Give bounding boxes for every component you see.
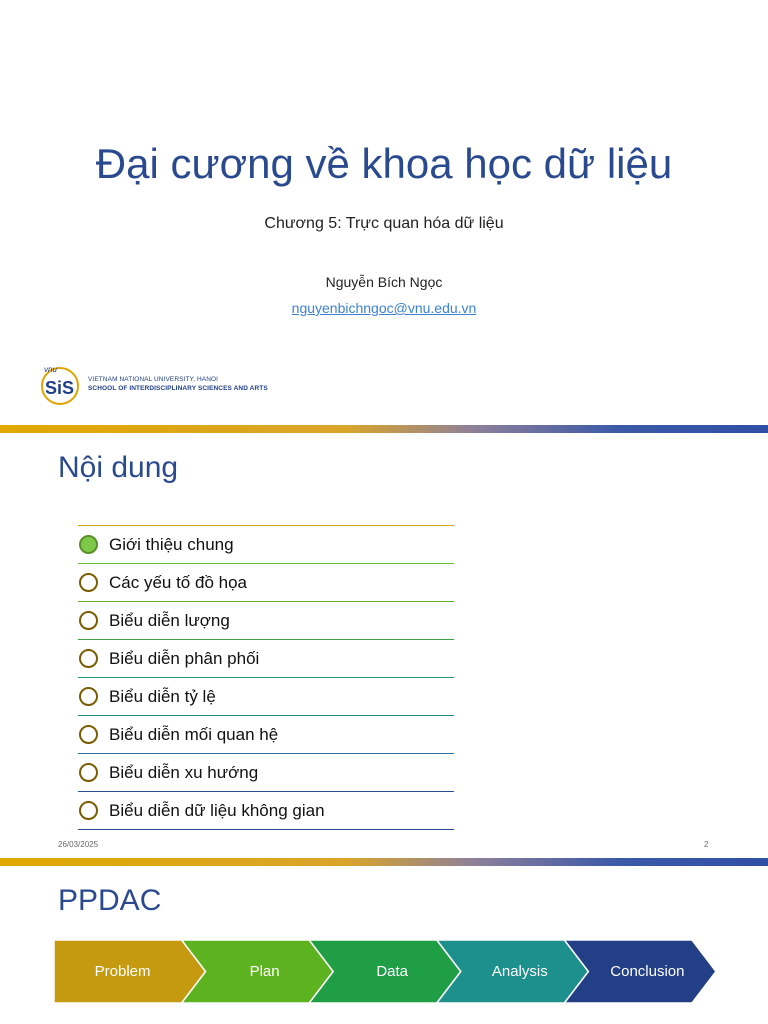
contents-item-label: Biểu diễn lượng [109, 610, 230, 630]
contents-item-label: Biểu diễn phân phối [109, 648, 260, 668]
contents-item[interactable] [78, 716, 454, 754]
logo-mark-main: SiS [45, 378, 75, 398]
chevron-label: Problem [94, 963, 151, 980]
author-email-link[interactable]: nguyenbichngoc@vnu.edu.vn [291, 300, 477, 316]
divider-bar [0, 425, 768, 433]
contents-item[interactable] [78, 678, 454, 716]
sis-logo-icon [38, 362, 82, 406]
chevron-label: Analysis [491, 963, 548, 980]
contents-item[interactable] [78, 564, 454, 602]
chevron-label: Plan [249, 963, 280, 980]
contents-item[interactable] [78, 792, 454, 830]
slide-page-number: 2 [704, 840, 709, 849]
contents-slide [0, 433, 768, 858]
contents-item-label: Các yếu tố đồ họa [109, 572, 247, 592]
circle-icon [79, 611, 98, 630]
circle-icon [79, 649, 98, 668]
contents-item[interactable] [78, 602, 454, 640]
circle-icon [79, 801, 98, 820]
contents-item[interactable] [78, 754, 454, 792]
circle-icon [79, 725, 98, 744]
contents-title: Nội dung [58, 451, 179, 484]
logo-mark-top: vnu [44, 365, 57, 374]
contents-list [78, 525, 454, 830]
ppdac-process-diagram [54, 940, 716, 1003]
contents-item-label: Biểu diễn dữ liệu không gian [109, 800, 325, 820]
circle-icon [79, 573, 98, 592]
ppdac-slide [0, 866, 768, 1024]
author-name: Nguyễn Bích Ngọc [325, 274, 443, 290]
slide-date: 26/03/2025 [58, 840, 99, 849]
university-logo [38, 362, 268, 406]
divider-bar [0, 858, 768, 866]
circle-icon [79, 763, 98, 782]
slide-subtitle: Chương 5: Trực quan hóa dữ liệu [264, 215, 504, 232]
contents-item[interactable] [78, 640, 454, 678]
chevron-label: Conclusion [610, 963, 685, 980]
contents-item-label: Giới thiệu chung [109, 534, 234, 554]
title-slide [0, 0, 768, 425]
contents-item-label: Biểu diễn tỷ lệ [109, 686, 216, 706]
contents-item-label: Biểu diễn mối quan hệ [109, 724, 279, 744]
slide-title: Đại cương về khoa học dữ liệu [95, 140, 673, 187]
chevron-label: Data [376, 963, 409, 980]
contents-item-label: Biểu diễn xu hướng [109, 762, 259, 782]
logo-line-1: VIETNAM NATIONAL UNIVERSITY, HANOI [88, 376, 219, 383]
circle-icon [79, 687, 98, 706]
contents-item[interactable] [78, 525, 454, 564]
active-circle-icon [79, 535, 98, 554]
ppdac-title: PPDAC [58, 884, 162, 917]
logo-line-2: SCHOOL OF INTERDISCIPLINARY SCIENCES AND ARTS [88, 385, 268, 392]
